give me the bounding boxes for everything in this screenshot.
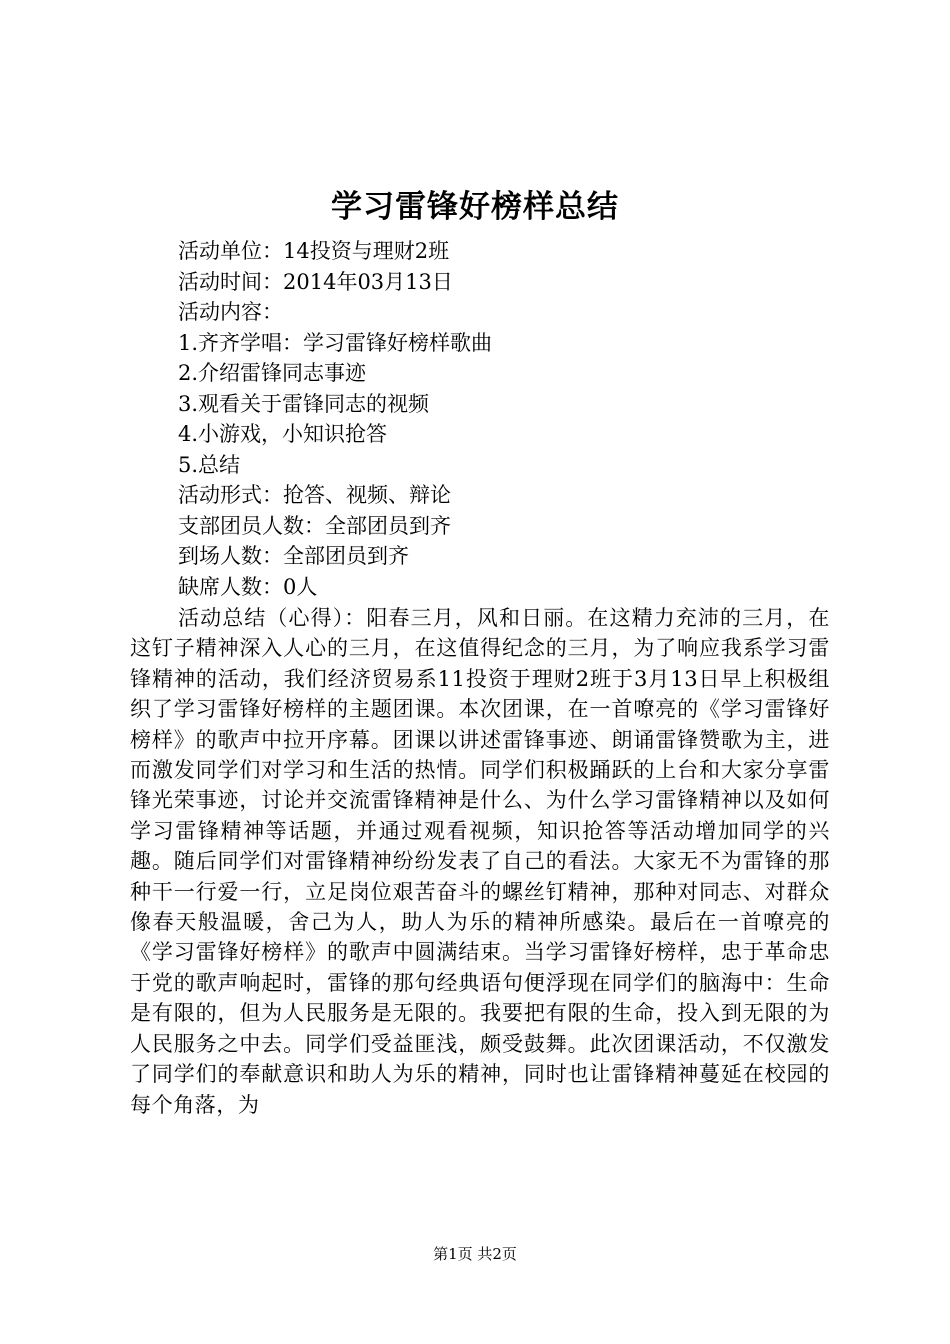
info-line-content-item-3: 3.观看关于雷锋同志的视频 [178, 391, 430, 416]
document-title: 学习雷锋好榜样总结 [331, 189, 619, 225]
page-number-footer: 第1页 共2页 [433, 1245, 517, 1263]
info-line-unit: 活动单位：14投资与理财2班 [178, 239, 450, 263]
info-line-member-count: 支部团员人数：全部团员到齐 [178, 513, 451, 538]
info-line-content-item-1: 1.齐齐学唱：学习雷锋好榜样歌曲 [178, 330, 493, 355]
info-line-time: 活动时间：2014年03月13日 [178, 269, 453, 294]
summary-paragraph: 活动总结（心得）：阳春三月，风和日丽。在这精力充沛的三月，在这钉子精神深入人心的三月，在这值得纪念的三月，为了响应我系学习雷锋精神的活动，我们经济贸易系11投资于理财2班于3月13日早上积极组织了学习雷锋好榜样的主题团课。本次团课，在一首嘹亮的《学习雷锋好榜样》的歌声中拉开序幕。团课以讲述雷锋事迹、朗诵雷锋赞歌为主，进而激发同学们对学习和生活的热情。同学们积极踊跃的上台和大家分享雷锋光荣事迹，讨论并交流雷锋精神是什么、为什么学习雷锋精神以及如何学习雷锋精神等话题，并通过观看视频，知识抢答等活动增加同学的兴趣。随后同学们对雷锋精神纷纷发表了自己的看法。大家无不为雷锋的那种干一行爱一行，立足岗位艰苦奋斗的螺丝钉精神，那种对同志、对群众像春天般温暖，舍己为人，助人为乐的精神所感染。最后在一首嘹亮的《学习雷锋好榜样》的歌声中圆满结束。当学习雷锋好榜样，忠于革命忠于党的歌声响起时，雷锋的那句经典语句便浮现在同学们的脑海中：生命是有限的，但为人民服务是无限的。我要把有限的生命，投入到无限的为人民服务之中去。同学们受益匪浅，颇受鼓舞。此次团课活动，不仅激发了同学们的奉献意识和助人为乐的精神，同时也让雷锋精神蔓延在校园的每个角落，为 [130, 606, 830, 1117]
info-line-content-heading: 活动内容： [178, 300, 283, 324]
info-line-form: 活动形式：抢答、视频、辩论 [178, 483, 451, 507]
info-line-attendance: 到场人数：全部团员到齐 [178, 544, 409, 568]
info-line-content-item-5: 5.总结 [178, 452, 241, 477]
activity-info-list [178, 236, 828, 602]
info-line-absence: 缺席人数：0人 [178, 574, 318, 599]
info-line-content-item-2: 2.介绍雷锋同志事迹 [178, 361, 367, 385]
info-line-content-item-4: 4.小游戏，小知识抢答 [178, 422, 388, 446]
